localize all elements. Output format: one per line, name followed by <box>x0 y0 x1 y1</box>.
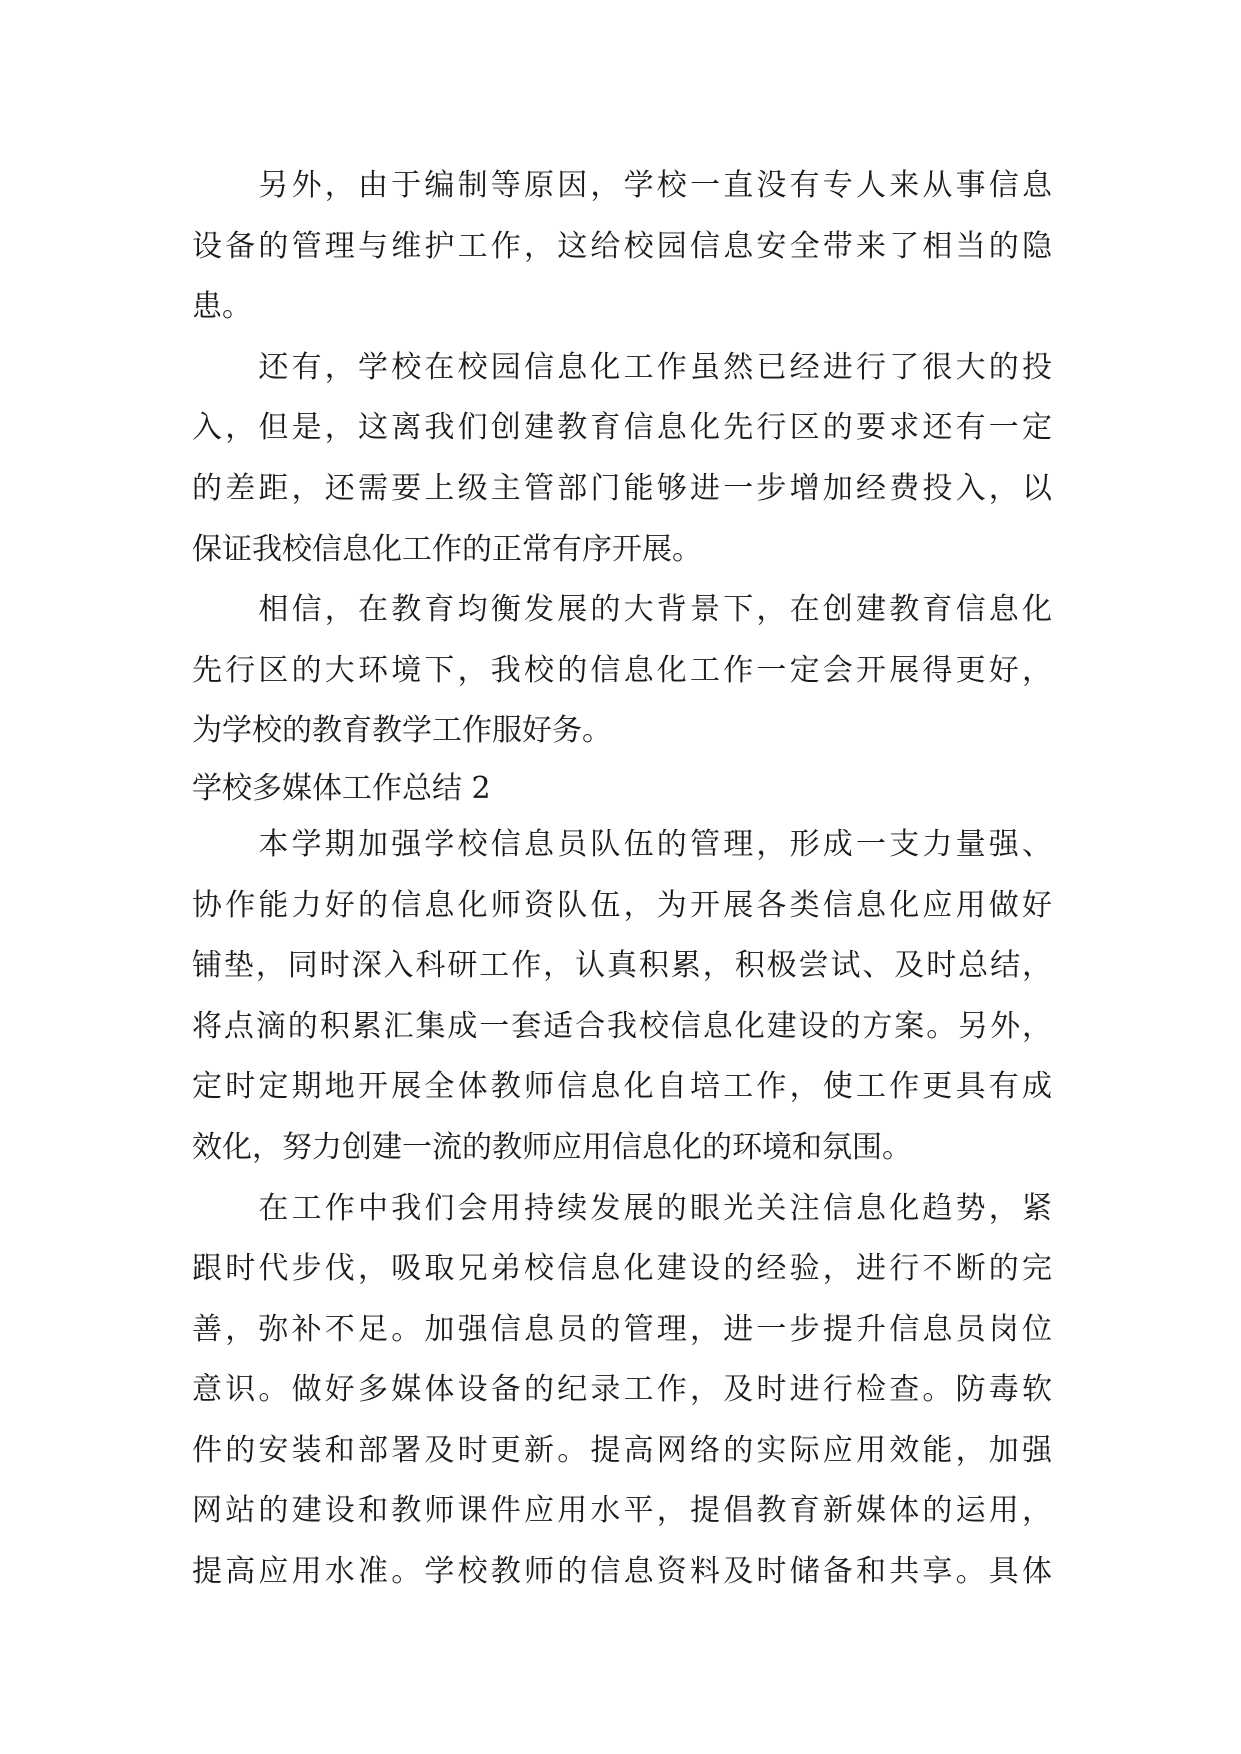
text-line: 相信，在教育均衡发展的大背景下，在创建教育信息化 <box>192 592 1052 628</box>
text-line: 将点滴的积累汇集成一套适合我校信息化建设的方案。另外， <box>192 1008 1052 1044</box>
text-line: 患。 <box>192 289 252 325</box>
text-line: 善，弥补不足。加强信息员的管理，进一步提升信息员岗位 <box>192 1311 1052 1347</box>
text-line: 件的安装和部署及时更新。提高网络的实际应用效能，加强 <box>192 1432 1052 1468</box>
text-line: 的差距，还需要上级主管部门能够进一步增加经费投入，以 <box>192 470 1052 506</box>
paragraph-4 <box>192 815 1052 1179</box>
text-line: 在工作中我们会用持续发展的眼光关注信息化趋势，紧 <box>192 1190 1052 1226</box>
text-line: 效化，努力创建一流的教师应用信息化的环境和氛围。 <box>192 1129 912 1165</box>
text-line: 提高应用水准。学校教师的信息资料及时储备和共享。具体 <box>192 1554 1052 1590</box>
text-line: 设备的管理与维护工作，这给校园信息安全带来了相当的隐 <box>192 228 1052 264</box>
paragraph-1 <box>192 156 1052 338</box>
text-line: 另外，由于编制等原因，学校一直没有专人来从事信息 <box>192 168 1052 203</box>
text-line: 本学期加强学校信息员队伍的管理，形成一支力量强、 <box>192 826 1052 862</box>
text-line: 还有，学校在校园信息化工作虽然已经进行了很大的投 <box>192 349 1052 385</box>
text-line: 保证我校信息化工作的正常有序开展。 <box>192 531 702 567</box>
text-line: 网站的建设和教师课件应用水平，提倡教育新媒体的运用， <box>192 1493 1052 1529</box>
text-line: 定时定期地开展全体教师信息化自培工作，使工作更具有成 <box>192 1069 1052 1105</box>
text-line: 先行区的大环境下，我校的信息化工作一定会开展得更好， <box>192 652 1052 688</box>
paragraph-2 <box>192 338 1052 580</box>
text-line: 为学校的教育教学工作服好务。 <box>192 713 612 749</box>
document-page <box>192 156 1052 1603</box>
paragraph-3 <box>192 580 1052 762</box>
text-line: 意识。做好多媒体设备的纪录工作，及时进行检查。防毒软 <box>192 1372 1052 1408</box>
text-line: 入，但是，这离我们创建教育信息化先行区的要求还有一定 <box>192 410 1052 446</box>
text-line: 协作能力好的信息化师资队伍，为开展各类信息化应用做好 <box>192 887 1052 923</box>
section-heading: 学校多媒体工作总结 2 <box>192 770 491 806</box>
text-line: 跟时代步伐，吸取兄弟校信息化建设的经验，进行不断的完 <box>192 1251 1052 1287</box>
paragraph-5 <box>192 1179 1052 1603</box>
text-line: 铺垫，同时深入科研工作，认真积累，积极尝试、及时总结， <box>192 948 1052 984</box>
